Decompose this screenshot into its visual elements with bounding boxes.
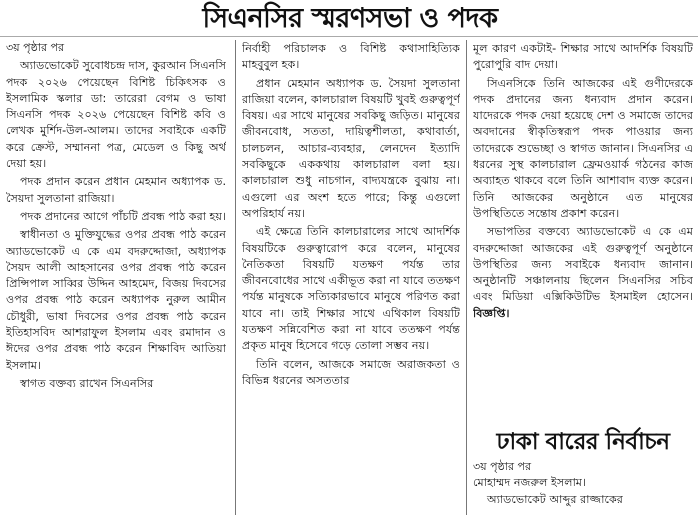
headline-divider bbox=[0, 36, 698, 37]
article-headline: সিএনসির স্মরণসভা ও পদক bbox=[202, 3, 498, 34]
second-story-body bbox=[473, 459, 693, 508]
paragraph: মোহাম্মদ নজরুল ইসলাম। bbox=[473, 476, 587, 490]
paragraph: পদক প্রদান করেন প্রধান মেহমান অধ্যাপক ড. সৈয়দা সুলতানা রাজিয়া। bbox=[6, 175, 226, 205]
article-column-2 bbox=[242, 41, 460, 517]
second-story-headline: ঢাকা বারের নির্বাচন bbox=[496, 429, 670, 455]
source-credit: বিজ্ঞপ্তি। bbox=[473, 306, 510, 320]
paragraph: স্বাধীনতা ও মুক্তিযুদ্ধের ওপর প্রবন্ধ পাঠ করেন অ্যাডভোকেট এ কে এম বদরুদ্দোজা, অধ্যাপক সৈয়দ আলী আহসানের ওপর প্রবন্ধ পাঠ করেন প্রিন্সিপাল সাব্বির উদ্দিন আহমেদ, বিজয় দিবসের ওপর প্রবন্ধ পাঠ করেন অধ্যাপক নুরুল আমীন চৌধুরী, ভাষা দিবসের ওপর প্রবন্ধ পাঠ করেন ইতিহাসবিদ আশরাফুল ইসলাম এবং রমাদান ও ঈদের ওপর প্রবন্ধ পাঠ করেন শিক্ষাবিদ আতিয়া ইসলাম। bbox=[6, 228, 226, 372]
paragraph: প্রধান মেহমান অধ্যাপক ড. সৈয়দা সুলতানা রাজিয়া বলেন, কালচারাল বিষয়টি খুবই গুরুত্বপূর্ণ বিষয়। এর সাথে মানুষের সবকিছু জড়িত। মানুষের জীবনবোধ, সততা, দায়িত্বশীলতা, কথাবার্তা, চালচলন, আচার-ব্যবহার, লেনদেন ইত্যাদি সবকিছুকে এককথায় কালচারাল বলা হয়। কালচারাল শুধু নাচগান, বাদ্যযন্ত্রকে বুঝায় না। এগুলো এর অংশ হতে পারে; কিন্তু এগুলো অপরিহার্য নয়। bbox=[242, 76, 460, 220]
paragraph-text: সভাপতির বক্তব্যে অ্যাডভোকেট এ কে এম বদরুদ্দোজা আজকের এই গুরুত্বপূর্ণ অনুষ্ঠানে উপস্থিতির জন্য সবাইকে ধন্যবাদ জানান। অনুষ্ঠানটি সঞ্চালনায় ছিলেন সিএনসির সচিব এবং মিডিয়া এক্সিকিউটিভ ইসমাইল হোসেন। bbox=[473, 225, 693, 304]
continued-from-label: ৩য় পৃষ্ঠার পর bbox=[6, 41, 65, 54]
continued-from-label: ৩য় পৃষ্ঠার পর bbox=[473, 460, 532, 473]
paragraph: অ্যাডভোকেট আব্দুর রাজ্জাকের bbox=[487, 492, 623, 506]
column-divider bbox=[235, 40, 236, 515]
paragraph: এই ক্ষেত্রে তিনি কালচারালের সাথে আদর্শিক বিষয়টিকে গুরুত্বারোপ করে বলেন, মানুষের নৈতিকতা বিষয়টি যতক্ষণ পর্যন্ত তার জীবনবোধের সাথে একীভূত করা না যাবে ততক্ষণ পর্যন্ত মানুষকে সত্যিকারভাবে মানুষে পরিণত করা যাবে না। তাই শিক্ষার সাথে এথিকাল বিষয়টি যতক্ষণ সন্নিবেশিত করা না যাবে ততক্ষণ পর্যন্ত প্রকৃত মানুষ হিসেবে গড়ে তোলা সম্ভব নয়। bbox=[242, 225, 460, 353]
paragraph: নির্বাহী পরিচালক ও বিশিষ্ট কথাসাহিত্যিক মাহবুবুল হক। bbox=[242, 42, 460, 72]
article-column-3 bbox=[473, 41, 693, 425]
article-column-1 bbox=[6, 40, 226, 517]
paragraph: সিএনসিকে তিনি আজকের এই গুণীদেরকে পদক প্রদানের জন্য ধন্যবাদ প্রদান করেন। যাদেরকে পদক দেয়া হয়েছে দেশ ও সমাজে তাদের অবদানের স্বীকৃতিস্বরূপ পদক পাওয়ার জন্য তাদেরকে শুভেচ্ছা ও স্বাগত জানান। সিএনসির এ ধরনের সুস্থ কালচারাল ফ্রেমওয়ার্ক গঠনের কাজ অব্যাহত থাকবে বলে তিনি আশাবাদ ব্যক্ত করেন। তিনি আজকের অনুষ্ঠানে এত মানুষের উপস্থিতিতে সন্তোষ প্রকাশ করেন। bbox=[473, 76, 693, 220]
paragraph: স্বাগত বক্তব্য রাখেন সিএনসির bbox=[20, 376, 154, 390]
paragraph bbox=[473, 224, 693, 322]
paragraph: পদক প্রদানের আগে পাঁচটি প্রবন্ধ পাঠ করা হয়। bbox=[20, 209, 226, 223]
paragraph: অ্যাডভোকেট সুবোধচন্দ্র দাস, কুরআন সিএনসি পদক ২০২৬ পেয়েছেন বিশিষ্ট চিকিৎসক ও ইসলামিক স্কলার ডা: তারেরা বেগম ও ভাষা সিএনসি পদক ২০২৬ পেয়েছেন বিশিষ্ট কবি ও লেখক মুর্শিদ-উল-আলম। তাদের সবাইকে একটি করে ক্রেস্ট, সম্মাননা পত্র, মেডেল ও কিছু অর্থ দেয়া হয়। bbox=[6, 59, 226, 171]
column-divider bbox=[466, 40, 467, 515]
paragraph: মূল কারণ একটাই- শিক্ষার সাথে আদর্শিক বিষয়টি পুরোপুরি বাদ দেয়া। bbox=[473, 42, 693, 72]
paragraph: তিনি বলেন, আজকে সমাজে অরাজকতা ও বিভিন্ন ধরনের অসততার bbox=[242, 357, 460, 387]
